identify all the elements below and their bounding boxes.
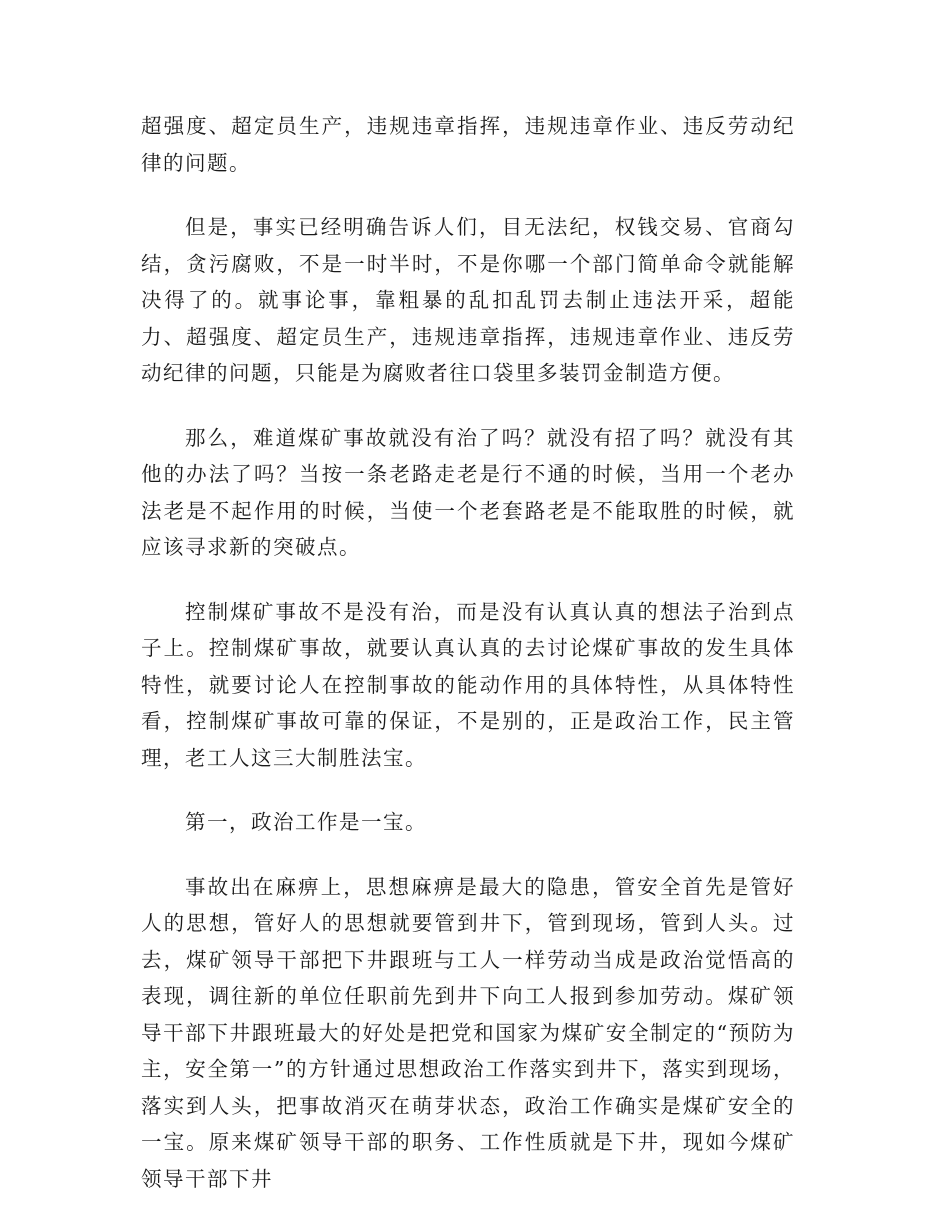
paragraph-continuation: 超强度、超定员生产，违规违章指挥，违规违章作业、违反劳动纪律的问题。 [141,114,795,175]
paragraph-new-breakthrough: 那么，难道煤矿事故就没有治了吗？就没有招了吗？就没有其他的办法了吗？当按一条老路走老是行不通的时候，当用一个老办法老是不起作用的时候，当使一个老套路老是不能取胜的时候，就应该寻求新的突破点。 [141,425,795,559]
paragraph-political-work: 事故出在麻痹上，思想麻痹是最大的隐患，管安全首先是管好人的思想，管好人的思想就要管到井下，管到现场，管到人头。过去，煤矿领导干部把下井跟班与工人一样劳动当成是政治觉悟高的表现，调往新的单位任职前先到井下向工人报到参加劳动。煤矿领导干部下井跟班最大的好处是把党和国家为煤矿安全制定的“预防为主，安全第一”的方针通过思想政治工作落实到井下，落实到现场，落实到人头，把事故消灭在萌芽状态，政治工作确实是煤矿安全的一宝。原来煤矿领导干部的职务、工作性质就是下井，现如今煤矿领导干部下井 [141,874,795,1191]
paragraph-three-treasures: 控制煤矿事故不是没有治，而是没有认真认真的想法子治到点子上。控制煤矿事故，就要认真认真的去讨论煤矿事故的发生具体特性，就要讨论人在控制事故的能动作用的具体特性，从具体特性看，控制煤矿事故可靠的保证，不是别的，正是政治工作，民主管理，老工人这三大制胜法宝。 [141,599,795,770]
document-body [141,108,795,1225]
paragraph-first-point-heading: 第一，政治工作是一宝。 [185,810,427,834]
paragraph-corruption: 但是，事实已经明确告诉人们，目无法纪，权钱交易、官商勾结，贪污腐败，不是一时半时，不是你哪一个部门简单命令就能解决得了的。就事论事，靠粗暴的乱扣乱罚去制止违法开采，超能力、超强度、超定员生产，违规违章指挥，违规违章作业、违反劳动纪律的问题，只能是为腐败者往口袋里多装罚金制造方便。 [141,215,795,385]
